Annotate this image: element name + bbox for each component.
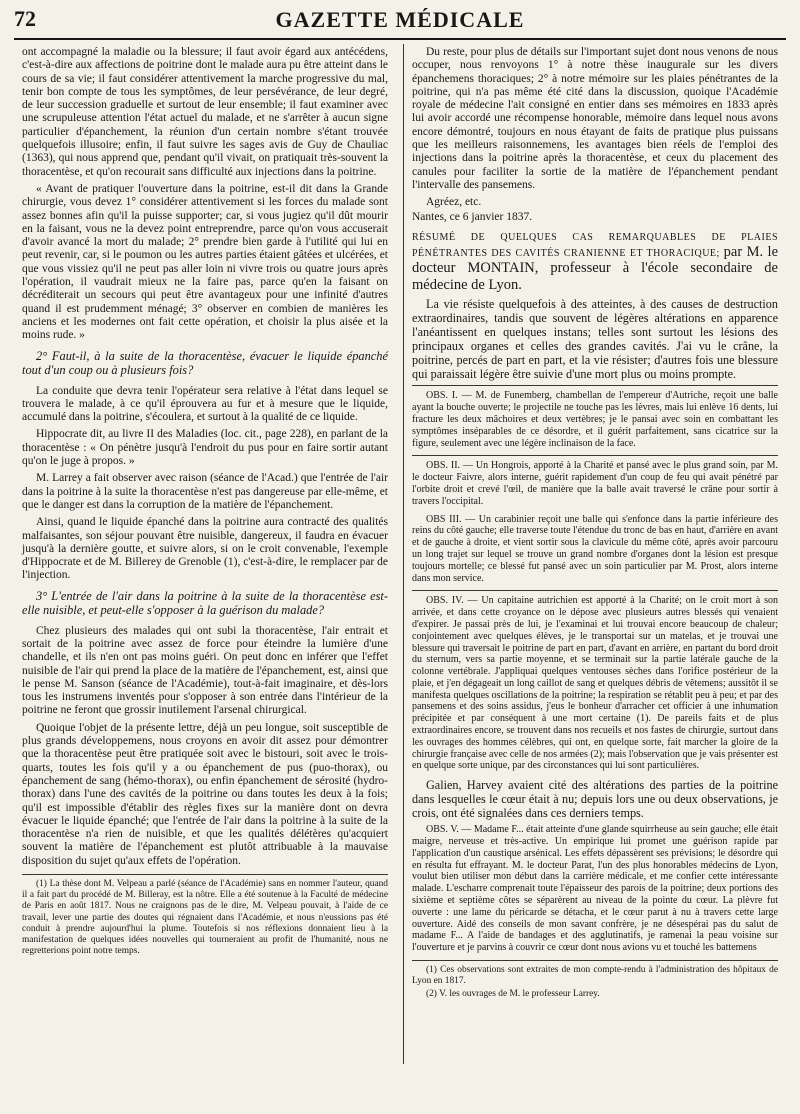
paragraph: Galien, Harvey avaient cité des altérations des parties de la poitrine dans lesquelles le cœur était à nu; depuis lors une ou deux observations, je crois, ont été signalées dans ces derniers temps. xyxy=(412,778,778,821)
header-rule xyxy=(14,38,786,40)
paragraph: « Avant de pratiquer l'ouverture dans la poitrine, est-il dit dans la Grande chirurgie, vous devez 1° considérer attentivement si les forces du malade sont assez bonnes afin qu'il la puisse supporter; car, si vous jugiez qu'il dût mourir en la faisant, vous ne la devez point entreprendre, parce qu'on vous accuserait d'avoir avancé la mort du malade; 2° prendre bien garde à l'utilité qui lui en peut revenir, car, si le poumon ou les autres parties étaient gâtées et ulcérées, et que vous vissiez qu'il ne peut pas aller loin ni vivre trois ou quatre jours après l'opération, il vaudrait mieux ne la faire pas, parce qu'en la faisant on décréditerait un secours qui peut être avantageux pour une infinité d'autres quand il est prudemment ménagé; 3° observer en combien de manières les anciens et les modernes ont fait cette opération, et choisir la plus aisée et la moins rude. » xyxy=(22,182,388,342)
observation: OBS. IV. — Un capitaine autrichien est apporté à la Charité; on le croit mort à son arrivée, et dans cette croyance on le dépose avec plusieurs autres blessés qui venaient d'expirer. Je passai près de lui, je l'examinai et lui trouvai encore beaucoup de chaleur; conjointement avec quelques élèves, je le transportai sur un matelas, et je trouvai une blessure qui traversait le poitrine de part en part, d'avant en arrière, en partant du bord droit du sternum, vers sa partie moyenne, et se terminait sur la partie latérale gauche de la colonne vertébrale. J'appliquai quelques ventouses sèches dans l'orifice postérieur de la plaie, et j'en dégageait un long caillot de sang et quelques débris de vêtemens; aussitôt il se manifesta quelques oscillations de la poitrine; la respiration se rétablit peu à peu; et par des pansemens et des soins assidus, j'eus le bonheur d'arracher cet officier à une inhumation précipitée et par conséquent à une mort certaine (1). De pareils faits et de plus extraordinaires encore, se trouvent dans nos recueils et nos fastes de chirurgie, surtout dans les ouvrages des hommes célèbres, qui ont, en quelque sorte, fait marcher la gloire de la chirurgie française avec celle de nos armées (2); mais l'observation que je vais présenter est en quelque sorte unique, par des circonstances qui lui sont particulières. xyxy=(412,595,778,772)
section-author: par M. le docteur MONTAIN, professeur à l'école secondaire de médecine de Lyon. xyxy=(412,243,779,293)
column-divider xyxy=(403,44,404,1064)
dateline: Nantes, ce 6 janvier 1837. xyxy=(412,210,533,223)
journal-title: GAZETTE MÉDICALE xyxy=(275,7,525,32)
right-column xyxy=(412,46,778,1003)
footnote-rule xyxy=(22,874,388,875)
left-column xyxy=(22,46,388,959)
paragraph: ont accompagné la maladie ou la blessure; il faut avoir égard aux antécédens, c'est-à-dire aux affections de poitrine dont le malade aura pu être atteint dans le cours de sa vie; il faut considérer attentivement la marche progressive du mal, tenir bon compte de tous les symptômes, de leur persévérance, de leur degré, de leur succession graduelle et surtout de leur ensemble; il faut examiner avec une scrupuleuse attention l'état actuel du malade, et ne s'arrêter à aucun signe particulier d'épanchement, la réunion d'un certain nombre s'étant trouvée quelquefois illusoire; enfin, il faut suivre les sages avis de Guy de Chauliac (1363), qui nous apprend que, pendant qu'il vivait, on pratiquait très-souvent la thoracentèse, et qu'on recourait sans difficulté aux injections dans la poitrine. xyxy=(22,46,388,178)
section-title: RÉSUMÉ DE QUELQUES CAS REMARQUABLES DE PLAIES PÉNÉTRANTES DES CAVITÉS CRANIENNE ET THORACIQUE; xyxy=(412,231,778,259)
observation: OBS. V. — Madame F... était atteinte d'une glande squirrheuse au sein gauche; elle était maigre, nerveuse et très-active. Un empirique lui promet une guérison rapide par l'application d'un caustique arsénical. Les effets dépassèrent ses prévisions; le désordre qui en résulta fut effrayant. M. le docteur Parat, l'un des plus honorables médecins de Lyon, voulut bien utiliser mon début dans la carrière médicale, et me confier cette intéressante malade. L'escharre comprenait toute l'épaisseur des parois de la poitrine; deux portions des sixième et septième côtes se séparèrent au niveau de la pointe du cœur. La plèvre fut ouverte : une lame du péricarde se détacha, et le cœur parut à nu à travers cette large ouverture. Aidé des conseils de mon savant confrère, je ne désespérai pas du salut de madame F... A l'aide de bandages et des agglutinatifs, je ramenai la peau voisine sur l'ouverture et je parvins à couvrir ce cœur dont nous avions vu et touché les battemens xyxy=(412,824,778,954)
paragraph: Chez plusieurs des malades qui ont subi la thoracentèse, l'air entrait et sortait de la poitrine avec assez de force pour éteindre la lumière d'une chandelle, et ils n'en ont pas moins guéri. On peut donc en inférer que l'effet nuisible de l'air qui prend la place de la matière de l'épanchement, est, ainsi que le pense M. Sanson (séance de l'Académie), tout-à-fait imaginaire, et dès-lors tous les instrumens inventés pour s'opposer à son entrée dans l'intérieur de la poitrine ne feront que grossir inutilement l'arsenal chirurgical. xyxy=(22,624,388,717)
footnote: (2) V. les ouvrages de M. le professeur Larrey. xyxy=(426,989,600,1000)
paragraph: Hippocrate dit, au livre II des Maladies (loc. cit., page 228), en parlant de la thoracentèse : « On pénètre jusqu'à l'endroit du pus pour en faire sortir autant qu'on le juge à propos. » xyxy=(22,428,388,468)
footnote: (1) La thèse dont M. Velpeau a parlé (séance de l'Académie) sans en nommer l'auteur, quand il a fait part du procédé de M. Billeray, est la nôtre. Elle a été soutenue à la Faculté de médecine de Paris en août 1817. Nous ne craignons pas de le dire, M. Velpeau pouvait, à l'aide de ce travail, lever une partie des doutes qui régnaient dans l'Académie, et nous n'eussions pas été conduit à prendre aujourd'hui la plume. Toutefois si nos réflexions donnaient lieu à la manifestation de quelques idées nouvelles qui tourneraient au profit de l'humanité, nous ne regretterions point notre temps. xyxy=(22,879,388,957)
question-heading: 3° L'entrée de l'air dans la poitrine à la suite de la thoracentèse est-elle nuisible, et peut-elle s'opposer à la guérison du malade? xyxy=(22,588,388,617)
paragraph: Du reste, pour plus de détails sur l'important sujet dont nous venons de nous occuper, nous renvoyons 1° à notre thèse inaugurale sur les divers épanchemens thoraciques; 2° à notre mémoire sur les plaies pénétrantes de la poitrine, qui n'a pas même été cité dans la discussion, quoique l'Académie royale de médecine l'ait consigné en entier dans ses mémoires en 1833 après lui avoir accordé une récompense honorable, mémoire dans lequel nous avons encore démontré, toujours en nous étayant de faits de pratique plus puissans que les meilleurs raisonnemens, les avantages bien réels de l'emploi des injections dans la poitrine après la thoracentèse, et ceux du placement des canules pour faciliter la sortie de la matière de l'épanchement pendant l'intervalle des pansemens. xyxy=(412,46,778,191)
signoff: Agréez, etc. xyxy=(426,196,482,209)
observation: OBS III. — Un carabinier reçoit une balle qui s'enfonce dans la partie inférieure des reins du côté gauche; elle traverse toute l'étendue du tronc de bas en haut, d'arrière en avant et de gauche à droite, et vient sortir sous la clavicule du même côté, après avoir parcouru un long trajet sur lequel se trouve un grand nombre d'organes dont la lésion est presque toujours mortelle; ce blessé fut pansé avec un soin particulier par M. Prost, alors interne dans mon service. xyxy=(412,513,778,584)
divider xyxy=(412,385,778,386)
divider xyxy=(412,455,778,456)
question-heading: 2° Faut-il, à la suite de la thoracentèse, évacuer le liquide épanché tout d'un coup ou à plusieurs fois? xyxy=(22,348,388,377)
section-heading xyxy=(412,232,778,294)
paragraph: Quoique l'objet de la présente lettre, déjà un peu longue, soit susceptible de plus grands développemens, nous croyons en avoir dit assez pour démontrer que la thoracentèse peut être pratiquée soit avec le bistouri, soit avec le trois-quarts, toutes les fois qu'il y a ou épanchement de pus (puo-thorax), ou épanchement de sang (hémo-thorax), ou enfin épanchement de sérosité (hydro-thorax) dans l'une des cavités de la poitrine ou dans toutes les deux à la fois; qu'il est impossible d'établir des règles fixes sur la manière dont on devra évacuer le liquide épanché; que l'entrée de l'air dans la poitrine à la suite de la thoracentèse n'a rien de nuisible, et que les qualités délétères qu'acquiert souvent la matière de l'épanchement est plutôt attribuable à la mauvaise disposition du sujet qu'aux effets de l'opération. xyxy=(22,721,388,867)
paragraph: La vie résiste quelquefois à des atteintes, à des causes de destruction extraordinaires, tandis que souvent de légères altérations en apparence l'anéantissent en quelques instans; telles sont surtout les lésions des principaux organes et celles des grandes cavités. J'ai vu le crâne, la poitrine, percés de part en part, et la vie résister; d'autres fois une blessure qui paraissait légère être suivie d'une mort plus ou moins prompte. xyxy=(412,297,778,382)
paragraph: Ainsi, quand le liquide épanché dans la poitrine aura contracté des qualités malfaisantes, son séjour pouvant être nuisible, dangereux, il faudra en évacuer jusqu'à la dernière goutte, et suivre alors, si on le croit convenable, l'exemple d'Hippocrate et de M. Billerey de Grenoble (1), c'est-à-dire, le remplacer par de l'injection. xyxy=(22,516,388,582)
observation: OBS. I. — M. de Funemberg, chambellan de l'empereur d'Autriche, reçoit une balle ayant la bouche ouverte; le projectile ne touche pas les lèvres, mais lui enlève 16 dents, lui fracture les deux mâchoires et deux vertèbres; je le pansai avec soin en combattant les symptômes inséparables de ce désordre, et il guérit parfaitement, sans cicatrice sur la figure, seulement avec une légère inclinaison de la face. xyxy=(412,390,778,449)
observation: OBS. II. — Un Hongrois, apporté à la Charité et pansé avec le plus grand soin, par M. le docteur Faivre, alors interne, guérit rapidement d'un coup de feu qui avait pénétré par l'orbite droit et crevé l'œil, de manière que la balle avait traversé le crâne pour sortir à travers l'occipital. xyxy=(412,460,778,507)
paragraph: La conduite que devra tenir l'opérateur sera relative à l'état dans lequel se trouvera le malade, à ce qu'il éprouvera au fur et à mesure que le liquide, accumulé dans la poitrine, s'écoulera, et surtout à la qualité de ce liquide. xyxy=(22,384,388,424)
paragraph: M. Larrey a fait observer avec raison (séance de l'Acad.) que l'entrée de l'air dans la poitrine à la suite la thoracentèse n'est pas dangereuse par elle-même, et que le danger est dans la corruption de la matière de l'épanchement. xyxy=(22,472,388,511)
footnote: (1) Ces observations sont extraites de mon compte-rendu à l'administration des hôpitaux de Lyon en 1817. xyxy=(412,965,778,987)
footnote-rule xyxy=(412,960,778,961)
divider xyxy=(412,590,778,591)
page-number: 72 xyxy=(14,6,36,31)
page-header xyxy=(14,6,786,34)
